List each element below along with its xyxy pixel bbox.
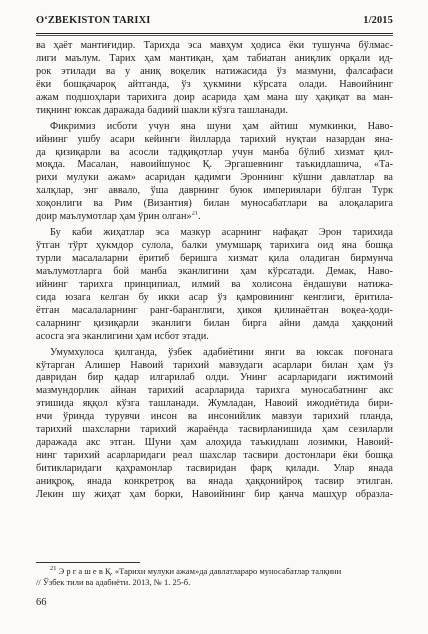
paragraph — [36, 40, 393, 118]
text-line: тарихий шахсларни тарихий жараёнда тасвирланишида ҳам сезиларли — [36, 424, 393, 436]
text-line: ўтган тўрт ҳукмдор сулола, балки умумшарқ тарихига оид яна бошқа — [36, 240, 393, 252]
text-line: хоқонлиги ва Рим (Византия) билан муносабатлари ва алоқаларига — [36, 198, 393, 210]
header-rule-thin — [36, 35, 393, 36]
footnote-text: Э р г а ш е в Қ. «Тарихи мулуки ажам»да давлатлараро муносабатлар талқини — [58, 566, 342, 576]
text-line: нчи ўринда турувчи инсон ва инсонийлик мавзуи тарихий планда, — [36, 411, 393, 423]
text-line: ётган масалаларнинг ранг-баранглиги, ҳикоя қилинаётган воқеа-ҳоди- — [36, 304, 393, 316]
footnote-line — [36, 566, 393, 577]
text-line: аниқроқ, янада конкретроқ ва янада ҳаққонийроқ тасвир этилган. — [36, 475, 393, 487]
text-line: мазмундорлик айнан тарихий асарларида тарихга муносабатнинг акс — [36, 385, 393, 397]
text-line: нинг тарихий асарларидаги реал шахслар тасвири достонлари ёки бошқа — [36, 450, 393, 462]
footnote-marker: 21 — [50, 566, 57, 573]
text-line: Бу каби жиҳатлар эса мазкур асарнинг нафақат Эрон тарихида — [50, 227, 393, 239]
text-line: халқлар, энг аввало, ўша даврнинг буюк империялари бўлган Турк — [36, 185, 393, 197]
text-line: этишида яққол кўзга ташланади. Жумладан, Навоий ижодиётида бири- — [36, 398, 393, 410]
paragraph — [36, 347, 393, 502]
footnote-line: // Ўзбек тили ва адабиёти. 2013, № 1. 25-б. — [36, 577, 191, 587]
body-text — [36, 40, 393, 502]
text-line: ёки бошқачароқ айтганда, ўз ҳукмини кўрсата олади. Навоийнинг — [36, 78, 393, 90]
text-line: маълумотларга бой манба эканлигини ҳам кўрсатади. Демак, Наво- — [36, 265, 393, 277]
issue-number: 1/2015 — [363, 15, 393, 26]
text-line: рихи мулуки ажам» асаридан қадимги Эроннинг кўшни давлатлар ва — [36, 172, 393, 184]
paragraph — [36, 227, 393, 343]
text-line: ийнинг ушбу асари кейинги йилларда тарихий нуқтаи назардан яна- — [36, 133, 393, 145]
text-line: Фикримиз исботи учун яна шуни ҳам айтиш мумкинки, Наво- — [50, 120, 393, 132]
text-line: асосга эга эканлигини ҳам исбот этади. — [36, 330, 209, 342]
footnote-reference[interactable]: 21 — [191, 211, 199, 217]
text-line: тиқнинг юксак даражада бадиий шакли кўзга ташланади. — [36, 104, 288, 116]
text-line: кўтарган Алишер Навоий тарихий мавзудаги асарлари билан ҳам ўз — [36, 359, 393, 371]
text-line: даражада акс этган. Шуни ҳам алоҳида таъкидлаш лозимки, Навоий- — [36, 437, 393, 449]
footnote — [36, 566, 393, 588]
footnote-rule — [36, 562, 140, 563]
text-fragment: доир маълумотлар ҳам ўрин олган» — [36, 211, 192, 223]
text-line: турли масалаларни ёритиб беришга хизмат қила оладиган бирмунча — [36, 253, 393, 264]
paragraph — [36, 121, 393, 225]
text-line: давридан бир қадар илгарилаб олди. Унинг асарларидаги ижтимоий — [36, 372, 393, 384]
text-line: сида юзага келган бу икки асар ўз қамровининг кенглиги, ёритила- — [36, 291, 393, 303]
journal-title: O‘ZBEKISTON TARIXI — [36, 15, 151, 26]
text-line: рок этилади ва у аниқ воқелик натижасида ўз мазмуни, фалсафаси — [36, 65, 393, 77]
text-line: лиги маълум. Тарих ҳам мантиқан, ҳам табиатан аниқлик орқали ид- — [36, 52, 393, 64]
text-line: ва ҳаёт мантиғидир. Тарихда эса мавҳум ҳодиса ёки тушунча бўлмас- — [36, 40, 393, 51]
text-fragment: . — [198, 211, 201, 223]
header-rule — [36, 33, 393, 34]
text-line: ийнинг тарихга принципиал, илмий ва холисона ёндашуви натижа- — [36, 278, 393, 290]
text-line — [36, 211, 393, 224]
text-line: Лекин шу жиҳат ҳам борки, Навоийнинг бир қанча машҳур образла- — [36, 488, 393, 500]
text-line: да қизиқарли ва асосли тадқиқотлар учун манба бўлиб хизмат қил- — [36, 146, 393, 158]
text-line: ажам подшоҳлари тарихига доир асарида ҳам мана шу ҳақиқат ва ман- — [36, 91, 393, 103]
page-number: 66 — [36, 597, 47, 608]
running-header — [36, 14, 393, 30]
text-line: саларнинг қизиқарли эканлиги билан бирга айни дамда ҳаққоний — [36, 317, 393, 329]
text-line: битикларидаги қаҳрамонлар тасвиридан фарқ қилади. Улар янада — [36, 463, 393, 474]
text-line: моқда. Масалан, навоийшунос Қ. Эргашевнинг таъкидлашича, «Та- — [36, 159, 393, 171]
text-line: Умумхулоса қилганда, ўзбек адабиётини янги ва юксак поғонага — [50, 346, 393, 358]
